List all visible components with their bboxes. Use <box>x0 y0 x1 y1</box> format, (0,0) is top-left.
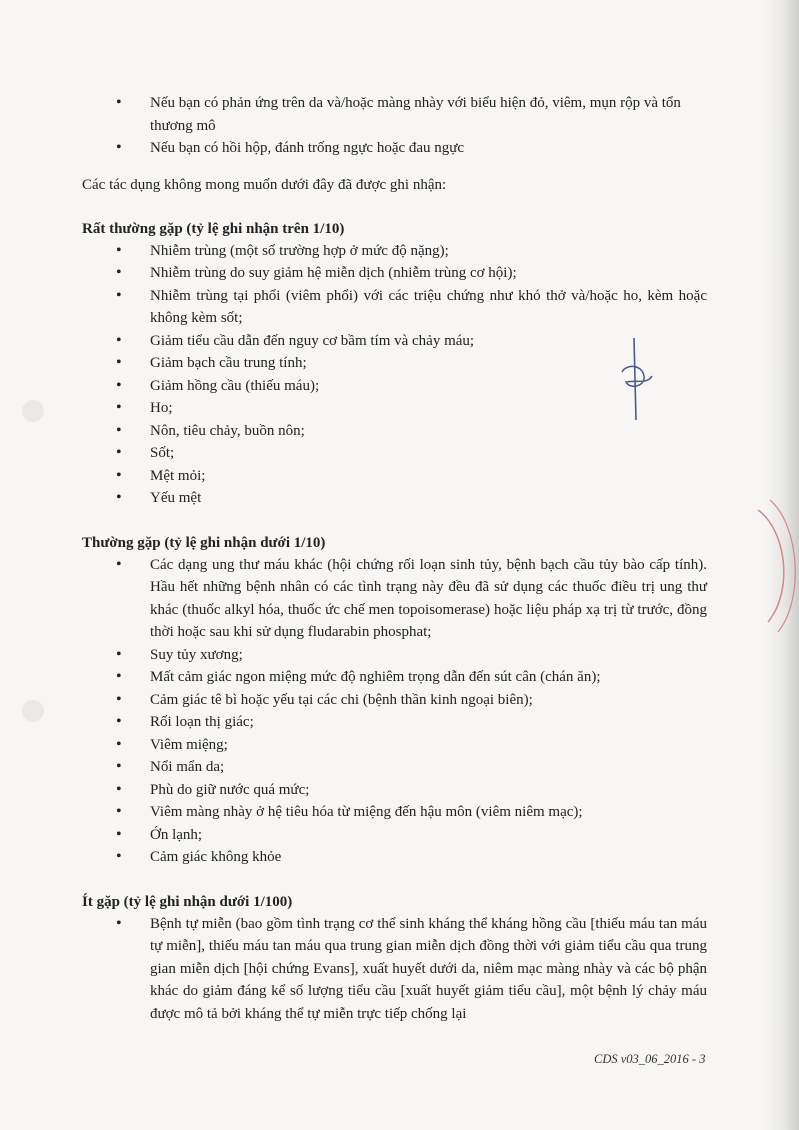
list-item: • Giảm hồng cầu (thiếu máu); <box>116 375 707 398</box>
list-item: • Viêm miệng; <box>116 734 707 757</box>
company-stamp <box>748 490 799 640</box>
section-list <box>116 913 707 1026</box>
list-item: • Giảm tiểu cầu dẫn đến nguy cơ bầm tím và chảy máu; <box>116 330 707 353</box>
list-item: • Mất cảm giác ngon miệng mức độ nghiêm trọng dẫn đến sút cân (chán ăn); <box>116 666 707 689</box>
section-heading: Ít gặp (tỷ lệ ghi nhận dưới 1/100) <box>82 893 293 910</box>
punch-hole-mark <box>22 700 44 722</box>
list-item: • Nhiễm trùng tại phổi (viêm phổi) với các triệu chứng như khó thở và/hoặc ho, kèm hoặc không kèm sốt; <box>116 285 707 330</box>
list-item: • Viêm màng nhày ở hệ tiêu hóa từ miệng đến hậu môn (viêm niêm mạc); <box>116 801 707 824</box>
list-item: • Ho; <box>116 397 707 420</box>
list-item: • Suy tủy xương; <box>116 644 707 667</box>
list-item: • Yếu mệt <box>116 487 707 510</box>
list-item: • Nhiễm trùng (một số trường hợp ở mức độ nặng); <box>116 240 707 263</box>
list-item: • Giảm bạch cầu trung tính; <box>116 352 707 375</box>
list-item: • Nôn, tiêu chảy, buồn nôn; <box>116 420 707 443</box>
list-item: • Nếu bạn có phản ứng trên da và/hoặc màng nhày với biểu hiện đỏ, viêm, mụn rộp và tổn thương mô <box>116 92 707 137</box>
page-footer: CDS v03_06_2016 - 3 <box>594 1052 706 1066</box>
bullet-list-top <box>116 92 707 160</box>
section-list <box>116 554 707 869</box>
punch-hole-mark <box>22 400 44 422</box>
list-item: • Nếu bạn có hồi hộp, đánh trống ngực hoặc đau ngực <box>116 137 707 160</box>
list-item: • Sốt; <box>116 442 707 465</box>
list-item: • Rối loạn thị giác; <box>116 711 707 734</box>
list-item: • Các dạng ung thư máu khác (hội chứng rối loạn sinh tủy, bệnh bạch cầu tủy bào cấp tính). Hầu hết những bệnh nhân có các tình trạng này đều đã sử dụng các thuốc điều trị ung thư khác (thuốc alkyl hóa, thuốc ức chế men topoisomerase) hoặc liệu pháp xạ trị từ trước, đồng thời hoặc sau khi sử dụng fludarabin phosphat; <box>116 554 707 644</box>
signature-mark <box>612 336 662 422</box>
list-item: • Phù do giữ nước quá mức; <box>116 779 707 802</box>
list-item: • Mệt mỏi; <box>116 465 707 488</box>
list-item: • Bệnh tự miễn (bao gồm tình trạng cơ thể sinh kháng thể kháng hồng cầu [thiếu máu tan máu tự miễn], thiếu máu tan máu qua trung gian miễn dịch đồng thời với giảm tiểu cầu qua trung gian miễn dịch [hội chứng Evans], xuất huyết dưới da, niêm mạc màng nhày và các bộ phận khác do giảm đáng kể số lượng tiểu cầu [xuất huyết giảm tiểu cầu], một bệnh lý chảy máu được mô tả bởi kháng thể tự miễn trực tiếp chống lại <box>116 913 707 1026</box>
list-item: • Cảm giác không khỏe <box>116 846 707 869</box>
list-item: • Nổi mẩn da; <box>116 756 707 779</box>
list-item: • Ớn lạnh; <box>116 824 707 847</box>
list-item: • Nhiễm trùng do suy giảm hệ miễn dịch (nhiễm trùng cơ hội); <box>116 262 707 285</box>
section-heading: Thường gặp (tỷ lệ ghi nhận dưới 1/10) <box>82 534 326 551</box>
intro-text: Các tác dụng không mong muốn dưới đây đã được ghi nhận: <box>82 176 447 193</box>
document-body <box>82 92 707 1025</box>
section-heading: Rất thường gặp (tỷ lệ ghi nhận trên 1/10) <box>82 220 345 237</box>
list-item: • Cảm giác tê bì hoặc yếu tại các chi (bệnh thần kinh ngoại biên); <box>116 689 707 712</box>
